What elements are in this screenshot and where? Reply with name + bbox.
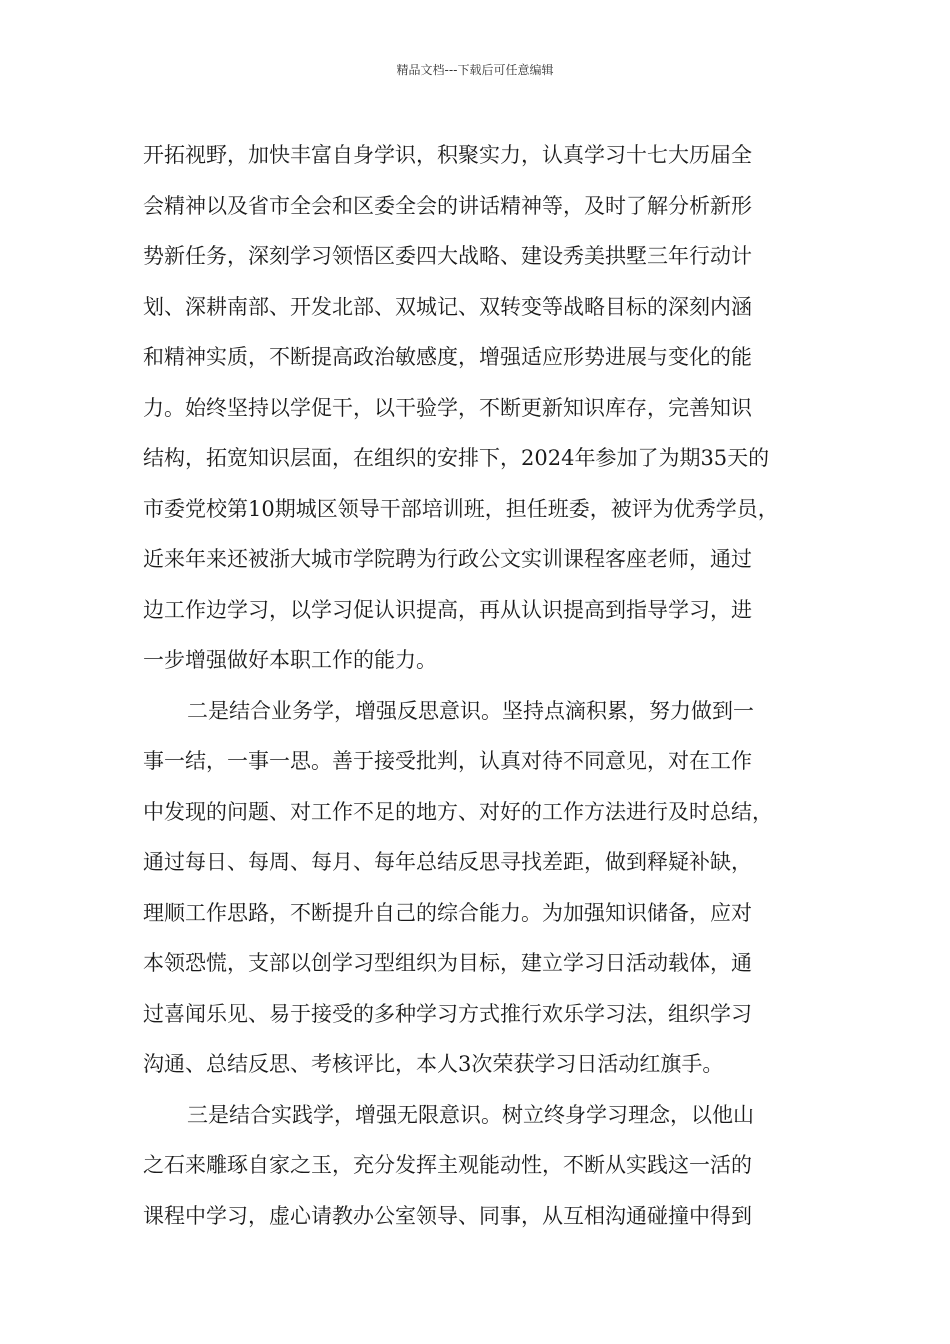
text-line: 和精神实质，不断提高政治敏感度，增强适应形势进展与变化的能	[143, 345, 752, 369]
text-line: 势新任务，深刻学习领悟区委四大战略、建设秀美拱墅三年行动计	[143, 244, 752, 268]
text-line: 近来年来还被浙大城市学院聘为行政公文实训课程客座老师，通过	[143, 547, 752, 571]
text-line: 通过每日、每周、每月、每年总结反思寻找差距，做到释疑补缺，	[143, 850, 752, 874]
text-line: 沟通、总结反思、考核评比，本人3次荣获学习日活动红旗手。	[143, 1052, 724, 1076]
text-line: 划、深耕南部、开发北部、双城记、双转变等战略目标的深刻内涵	[143, 294, 752, 319]
text-line: 一步增强做好本职工作的能力。	[143, 648, 437, 672]
body-text	[143, 130, 823, 1241]
text-line: 理顺工作思路，不断提升自己的综合能力。为加强知识储备，应对	[143, 900, 752, 925]
text-line: 二是结合业务学，增强反思意识。坚持点滴积累，努力做到一	[187, 698, 754, 723]
text-line: 会精神以及省市全会和区委全会的讲话精神等，及时了解分析新形	[143, 193, 752, 218]
text-line: 市委党校第10期城区领导干部培训班，担任班委，被评为优秀学员，	[143, 496, 779, 521]
text-line: 结构，拓宽知识层面，在组织的安排下，2024年参加了为期35天的	[143, 446, 770, 470]
page-header: 精品文档---下载后可任意编辑	[396, 63, 554, 77]
text-line: 力。始终坚持以学促干，以干验学，不断更新知识库存，完善知识	[143, 395, 752, 420]
text-line: 中发现的问题、对工作不足的地方、对好的工作方法进行及时总结，	[143, 799, 773, 824]
text-line: 事一结，一事一思。善于接受批判，认真对待不同意见，对在工作	[143, 749, 752, 773]
text-line: 三是结合实践学，增强无限意识。树立终身学习理念，以他山	[187, 1102, 754, 1127]
text-line: 之石来雕琢自家之玉，充分发挥主观能动性，不断从实践这一活的	[143, 1153, 752, 1177]
text-line: 开拓视野，加快丰富自身学识，积聚实力，认真学习十七大历届全	[143, 143, 752, 167]
text-line: 课程中学习，虚心请教办公室领导、同事，从互相沟通碰撞中得到	[143, 1203, 752, 1228]
text-line: 边工作边学习，以学习促认识提高，再从认识提高到指导学习，进	[143, 597, 752, 622]
text-line: 过喜闻乐见、易于接受的多种学习方式推行欢乐学习法，组织学习	[143, 1001, 752, 1026]
text-line: 本领恐慌，支部以创学习型组织为目标，建立学习日活动载体，通	[143, 951, 752, 975]
